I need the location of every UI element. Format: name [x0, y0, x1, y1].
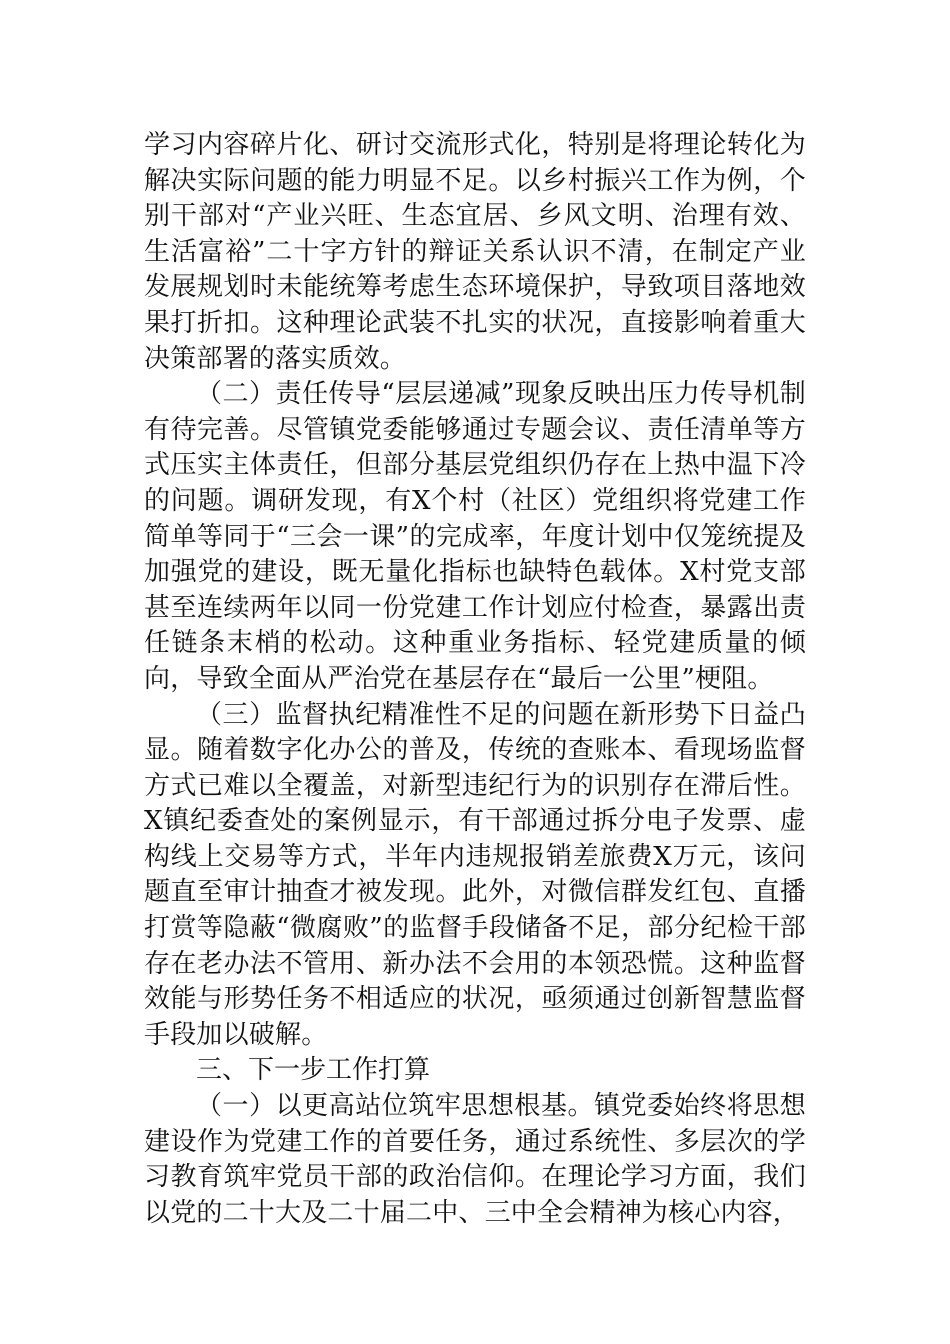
paragraph-ideological-foundation: （一）以更高站位筑牢思想根基。镇党委始终将思想建设作为党建工作的首要任务，通过系统性、多层次的学习教育筑牢党员干部的政治信仰。在理论学习方面，我们以党的二十大及二十届二中、三中全会精神为核心内容， — [144, 1091, 806, 1228]
section-heading-next-steps: 三、下一步工作打算 — [196, 1055, 431, 1086]
paragraph-supervision-precision: （三）监督执纪精准性不足的问题在新形势下日益凸显。随着数字化办公的普及，传统的查账本、看现场监督方式已难以全覆盖，对新型违纪行为的识别存在滞后性。X镇纪委查处的案例显示，有干部通过拆分电子发票、虚构线上交易等方式，半年内违规报销差旅费X万元，该问题直至审计抽查才被发现。此外，对微信群发红包、直播打赏等隐蔽“微腐败”的监督手段储备不足，部分纪检干部存在老办法不管用、新办法不会用的本领恐慌。这种监督效能与形势任务不相适应的状况，亟须通过创新智慧监督手段加以破解。 — [144, 699, 806, 1050]
document-body — [144, 128, 806, 1231]
paragraph-continued: 学习内容碎片化、研讨交流形式化，特别是将理论转化为解决实际问题的能力明显不足。以乡村振兴工作为例，个别干部对“产业兴旺、生态宜居、乡风文明、治理有效、生活富裕”二十字方针的辩证关系认识不清，在制定产业发展规划时未能统筹考虑生态环境保护，导致项目落地效果打折扣。这种理论武装不扎实的状况，直接影响着重大决策部署的落实质效。 — [144, 130, 806, 374]
paragraph-responsibility-transmission: （二）责任传导“层层递减”现象反映出压力传导机制有待完善。尽管镇党委能够通过专题会议、责任清单等方式压实主体责任，但部分基层党组织仍存在上热中温下冷的问题。调研发现，有X个村（社区）党组织将党建工作简单等同于“三会一课”的完成率，年度计划中仅笼统提及加强党的建设，既无量化指标也缺特色载体。X村党支部甚至连续两年以同一份党建工作计划应付检查，暴露出责任链条末梢的松动。这种重业务指标、轻党建质量的倾向，导致全面从严治党在基层存在“最后一公里”梗阻。 — [144, 379, 806, 694]
